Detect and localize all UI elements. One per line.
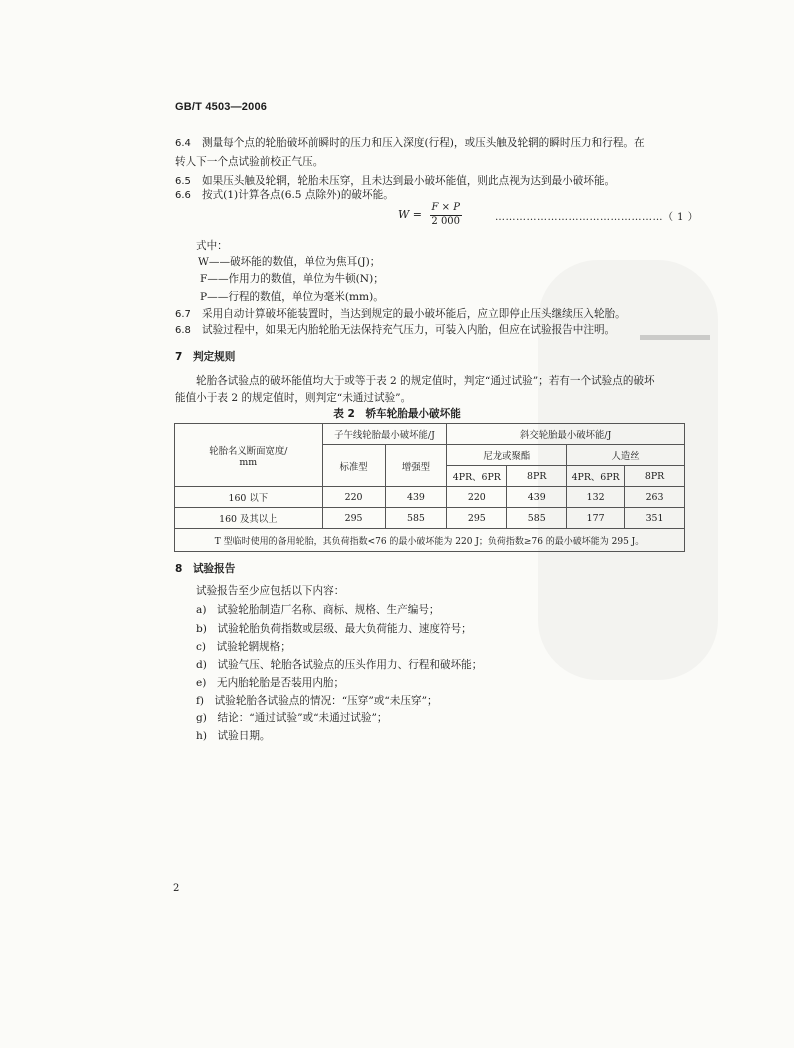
cell-value: 220 [447, 487, 507, 508]
header-ply-d: 8PR [625, 466, 685, 487]
cell-value: 177 [567, 508, 625, 529]
equation-number: …………………………………………（ 1 ） [495, 212, 699, 223]
header-rayon: 人造丝 [567, 445, 685, 466]
formula-denominator: 2 000 [431, 216, 461, 227]
standard-number: GB/T 4503—2006 [175, 101, 268, 113]
cell-value: 295 [322, 508, 385, 529]
table-row [175, 487, 685, 508]
report-item-d: d) 试验气压、轮胎各试验点的压头作用力、行程和破坏能； [196, 659, 483, 671]
section-7-para-line-2: 能值小于表 2 的规定值时，则判定“未通过试验”。 [175, 392, 412, 404]
row-width: 160 以下 [175, 487, 323, 508]
clause-number: 6.5 [175, 176, 191, 187]
formula-lhs: W = [398, 208, 423, 221]
clause-text: 试验过程中，如果无内胎轮胎无法保持充气压力，可装入内胎，但应在试验报告中注明。 [202, 324, 616, 336]
clause-6-4 [175, 134, 645, 153]
header-bias: 斜交轮胎最小破坏能/J [447, 424, 685, 445]
header-ply-a: 4PR、6PR [447, 466, 507, 487]
section-7-heading: 7 判定规则 [175, 351, 236, 363]
clause-text: 采用自动计算破坏能装置时，当达到规定的最小破坏能后，应立即停止压头继续压入轮胎。 [202, 308, 626, 320]
section-8-heading: 8 试验报告 [175, 563, 236, 575]
report-item-e: e) 无内胎轮胎是否装用内胎； [196, 677, 345, 689]
report-item-g: g) 结论：“通过试验”或“未通过试验”； [196, 712, 388, 724]
table-note: T 型临时使用的备用轮胎，其负荷指数<76 的最小破坏能为 220 J；负荷指数≥76 的最小破坏能为 295 J。 [175, 529, 685, 552]
page-number: 2 [173, 883, 180, 894]
table-header-row-1 [175, 424, 685, 445]
cell-value: 585 [507, 508, 567, 529]
report-item-c: c) 试验轮辋规格； [196, 641, 291, 653]
clause-6-6 [175, 186, 394, 205]
header-reinforced: 增强型 [385, 445, 447, 487]
row-width: 160 及其以上 [175, 508, 323, 529]
section-8-intro: 试验报告至少应包括以下内容： [196, 585, 345, 597]
clause-text: 测量每个点的轮胎破坏前瞬时的压力和压入深度(行程)，或压头触及轮辋的瞬时压力和行程。在 [202, 137, 645, 149]
cell-value: 263 [625, 487, 685, 508]
formula-numerator: F × P [430, 202, 462, 216]
header-ply-c: 4PR、6PR [567, 466, 625, 487]
clause-number: 6.4 [175, 138, 191, 149]
table-2 [174, 423, 685, 552]
where-item-f: F——作用力的数值，单位为牛顿(N)； [200, 273, 384, 285]
table-note-row [175, 529, 685, 552]
cell-value: 295 [447, 508, 507, 529]
cell-value: 439 [385, 487, 447, 508]
header-radial: 子午线轮胎最小破坏能/J [322, 424, 447, 445]
clause-number: 6.8 [175, 325, 191, 336]
clause-text: 按式(1)计算各点(6.5 点除外)的破坏能。 [202, 189, 394, 201]
header-standard: 标准型 [322, 445, 385, 487]
cell-value: 132 [567, 487, 625, 508]
cell-value: 220 [322, 487, 385, 508]
header-section-width-label: 轮胎名义断面宽度/ [209, 445, 288, 457]
section-7-para-line-1: 轮胎各试验点的破坏能值均大于或等于表 2 的规定值时，判定“通过试验”；若有一个试验点的破坏 [196, 375, 655, 387]
clause-number: 6.7 [175, 309, 191, 320]
cell-value: 585 [385, 508, 447, 529]
table-2-caption: 表 2 轿车轮胎最小破坏能 [333, 408, 461, 420]
table-row [175, 508, 685, 529]
formula-fraction [430, 202, 462, 228]
cell-value: 439 [507, 487, 567, 508]
report-item-b: b) 试验轮胎负荷指数或层级、最大负荷能力、速度符号； [196, 623, 472, 635]
where-intro: 式中： [196, 240, 228, 252]
report-item-h: h) 试验日期。 [196, 730, 271, 742]
clause-6-4-continued: 转人下一个点试验前校正气压。 [175, 156, 324, 168]
clause-6-8 [175, 321, 615, 340]
scan-mark [640, 335, 710, 340]
header-nylon: 尼龙或聚酯 [447, 445, 567, 466]
where-item-w: W——破坏能的数值，单位为焦耳(J)； [198, 256, 381, 268]
report-item-a: a) 试验轮胎制造厂名称、商标、规格、生产编号； [196, 604, 440, 616]
header-section-width [175, 424, 323, 487]
where-item-p: P——行程的数值，单位为毫米(mm)。 [200, 291, 384, 303]
clause-number: 6.6 [175, 190, 191, 201]
header-section-width-unit: mm [239, 456, 258, 468]
clause-text: 如果压头触及轮辋，轮胎未压穿，且未达到最小破坏能值，则此点视为达到最小破坏能。 [202, 175, 616, 187]
report-item-f: f) 试验轮胎各试验点的情况：“压穿”或“未压穿”； [196, 695, 438, 707]
header-ply-b: 8PR [507, 466, 567, 487]
formula [398, 202, 462, 228]
cell-value: 351 [625, 508, 685, 529]
